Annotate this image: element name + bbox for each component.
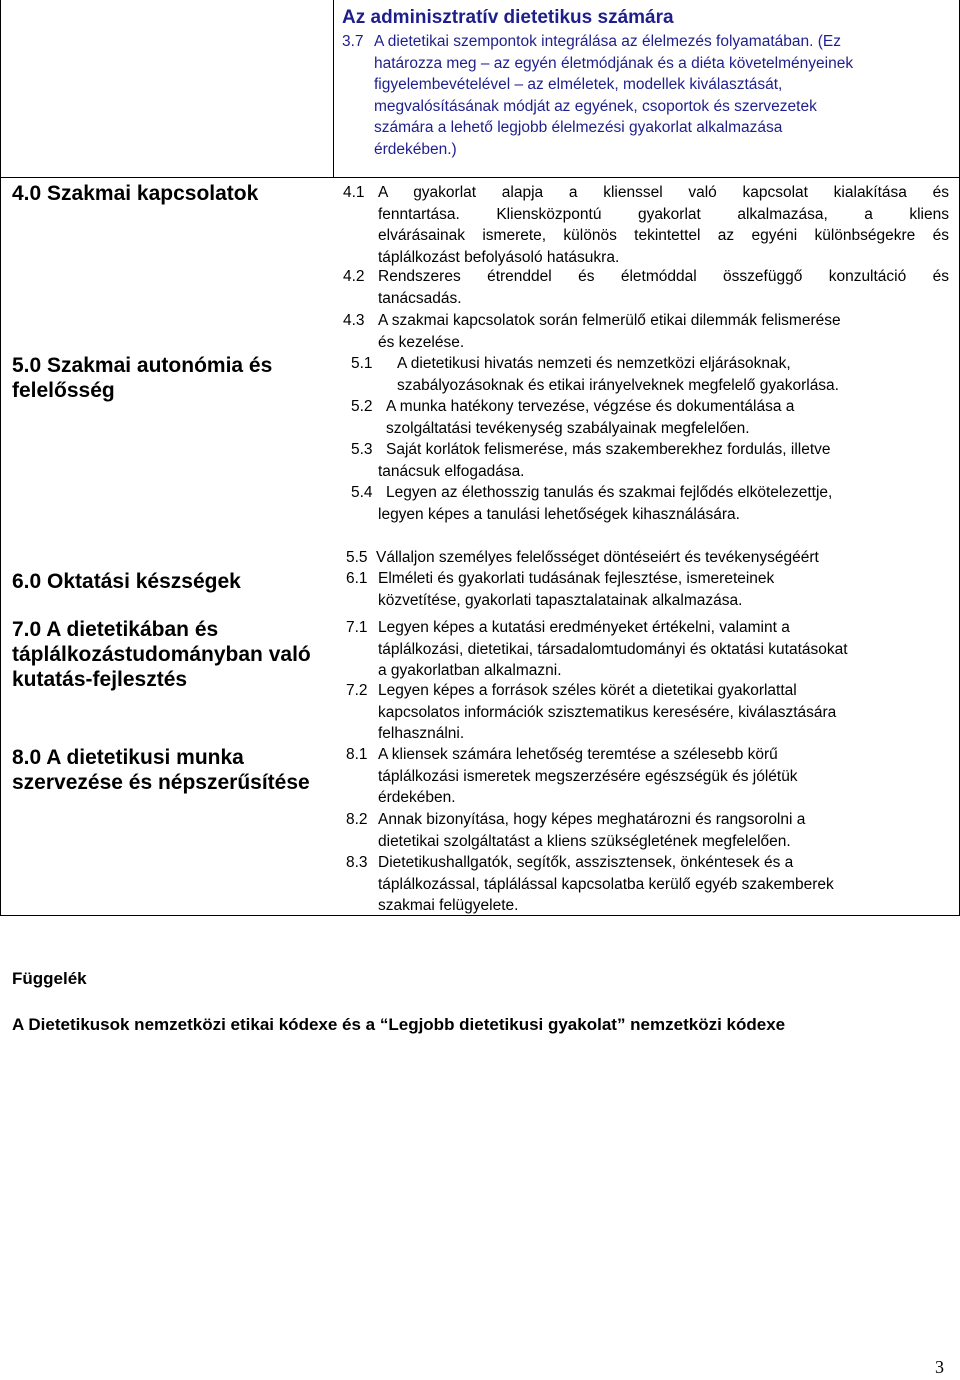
item-number: 5.3 [351, 441, 373, 458]
item-line: Legyen képes a források széles körét a dietetikai gyakorlattal [378, 682, 797, 699]
item-6-1 [346, 568, 949, 611]
item-number: 8.3 [346, 854, 368, 871]
item-line: Legyen az élethosszig tanulás és szakmai fejlődés elkötelezettje, [386, 484, 833, 501]
item-4-1 [343, 182, 949, 268]
item-line: elvárásainak ismerete, különös tekintettel az egyéni különbségekre és [378, 227, 949, 244]
item-3-7-line: határozza meg – az egyén életmódjának és a diéta követelményeinek [374, 54, 854, 72]
item-3-7-line: figyelembevételével – az elméletek, modellek kiválasztását, [374, 76, 783, 93]
item-line: legyen képes a tanulási lehetőségek kihasználására. [378, 505, 740, 523]
item-number: 7.1 [346, 619, 368, 636]
item-line: A szakmai kapcsolatok során felmerülő etikai dilemmák felismerése [378, 312, 841, 329]
item-line: A kliensek számára lehetőség teremtése a szélesebb körű [378, 746, 778, 763]
item-number: 5.2 [351, 398, 373, 415]
item-number: 8.1 [346, 746, 368, 763]
item-line: táplálkozást befolyásoló hatásukra. [378, 248, 620, 266]
item-line: szakmai felügyelete. [378, 897, 519, 914]
section-3-heading: Az adminisztratív dietetikus számára [342, 7, 674, 28]
item-line: Elméleti és gyakorlati tudásának fejlesztése, ismereteinek [378, 570, 775, 587]
item-5-2 [351, 396, 949, 439]
appendix-title: A Dietetikusok nemzetközi etikai kódexe és a “Legjobb dietetikusi gyakolat” nemzetközi kódexe [12, 1015, 786, 1034]
item-line: felhasználni. [378, 725, 465, 742]
item-4-3 [343, 310, 949, 353]
section-5-heading-line: felelősség [12, 379, 115, 402]
item-number: 5.4 [351, 484, 373, 501]
item-line: táplálkozási ismeretek megszerzésére egészségük és jólétük [378, 767, 798, 785]
item-3-7-line: A dietetikai szempontok integrálása az élelmezés folyamatában. (Ez [374, 33, 841, 50]
section-5-heading-line: 5.0 Szakmai autonómia és [12, 354, 273, 377]
item-7-1 [346, 617, 949, 682]
page-number: 3 [935, 1357, 944, 1377]
section-7-heading-line: 7.0 A dietetikában és [12, 618, 219, 641]
item-line: táplálkozással, táplálással kapcsolatba kerülő egyéb szakemberek [378, 875, 834, 893]
section-6-heading: 6.0 Oktatási készségek [12, 570, 241, 593]
item-line: érdekében. [378, 789, 456, 806]
item-5-1 [351, 353, 949, 396]
item-line: közvetítése, gyakorlati tapasztalatainak alkalmazása. [378, 591, 743, 609]
item-line: kapcsolatos információk szisztematikus keresésére, kiválasztására [378, 703, 837, 721]
item-line: dietetikai szolgáltatást a kliens szükségletének megfelelően. [378, 832, 791, 850]
item-line: Dietetikushallgatók, segítők, asszisztensek, önkéntesek és a [378, 854, 794, 871]
item-8-2 [346, 809, 949, 852]
item-5-4 [351, 482, 949, 525]
section-4-heading: 4.0 Szakmai kapcsolatok [12, 182, 259, 205]
item-number: 4.1 [343, 184, 365, 201]
item-number: 8.2 [346, 811, 368, 828]
section-7-heading [12, 617, 311, 692]
item-line: Vállaljon személyes felelősséget döntéseiért és tevékenységéért [376, 549, 819, 566]
item-8-1 [346, 744, 949, 809]
item-line: szabályozásoknak és etikai irányelveknek megfelelő gyakorlása. [397, 376, 839, 394]
section-7-heading-line: táplálkozástudományban való [12, 643, 311, 666]
item-8-3 [346, 852, 949, 917]
section-5-heading [12, 353, 272, 403]
item-line: Rendszeres étrenddel és életmóddal összefüggő konzultáció és [378, 268, 949, 285]
item-number: 6.1 [346, 570, 368, 587]
item-number: 5.1 [351, 355, 373, 372]
appendix-label: Függelék [12, 969, 87, 988]
item-3-7-number: 3.7 [342, 33, 364, 50]
section-8-heading-line: 8.0 A dietetikusi munka [12, 746, 244, 769]
item-line: fenntartása. Kliensközpontú gyakorlat alkalmazása, a kliens [378, 205, 949, 223]
item-number: 4.2 [343, 268, 365, 285]
item-line: A munka hatékony tervezése, végzése és dokumentálása a [386, 398, 795, 415]
top-table-divider [333, 0, 334, 178]
item-3-7-text [374, 31, 949, 160]
item-line: táplálkozási, dietetikai, társadalomtudományi és oktatási kutatásokat [378, 640, 848, 658]
item-line: Annak bizonyítása, hogy képes meghatározni és rangsorolni a [378, 811, 806, 828]
item-4-2 [343, 266, 949, 309]
item-line: Saját korlátok felismerése, más szakemberekhez fordulás, illetve [386, 441, 831, 458]
item-5-3 [351, 439, 949, 482]
item-line: és kezelése. [378, 333, 465, 351]
item-line: Legyen képes a kutatási eredményeket értékelni, valamint a [378, 619, 790, 636]
item-line: szolgáltatási tevékenység szabályainak megfelelően. [386, 419, 750, 437]
item-3-7-line: megvalósításának módját az egyének, csoportok és szervezetek [374, 97, 817, 115]
item-3-7-line: érdekében.) [374, 140, 457, 158]
item-number: 7.2 [346, 682, 368, 699]
item-line: A gyakorlat alapja a klienssel való kapcsolat kialakítása és [378, 184, 949, 201]
item-number: 4.3 [343, 312, 365, 329]
item-7-2 [346, 680, 949, 745]
section-7-heading-line: kutatás-fejlesztés [12, 668, 188, 691]
item-line: A dietetikusi hivatás nemzeti és nemzetközi eljárásoknak, [397, 355, 791, 372]
item-line: tanácsuk elfogadása. [378, 462, 525, 480]
section-8-heading-line: szervezése és népszerűsítése [12, 771, 310, 794]
item-5-5 [346, 547, 949, 569]
item-line: tanácsadás. [378, 289, 462, 307]
item-number: 5.5 [346, 549, 368, 566]
item-line: a gyakorlatban alkalmazni. [378, 662, 562, 679]
section-8-heading [12, 745, 310, 795]
item-3-7-line: számára a lehető legjobb élelmezési gyakorlat alkalmazása [374, 119, 783, 136]
